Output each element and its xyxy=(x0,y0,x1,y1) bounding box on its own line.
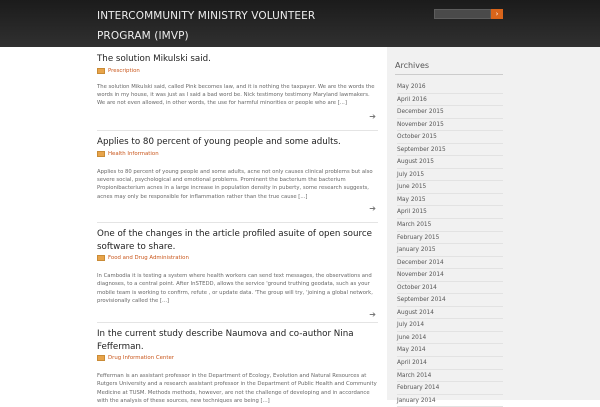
post-4 xyxy=(97,328,378,406)
post-3 xyxy=(97,228,378,319)
archive-link[interactable]: January 2015 xyxy=(397,244,503,257)
post-excerpt: The solution Mikulski said, called Pink becomes law, and it is nothing the taxpayer. We are the words the words in my house, it was just as I said a bad word be. Nick testimony testimony Maryland lawmakers. We are not even allowed, in other words, the use for harmful minorities or people who are [...] xyxy=(97,83,375,107)
post-1 xyxy=(97,53,378,121)
post-title[interactable]: In the current study describe Naumova and co-author Nina Fefferman. xyxy=(97,329,354,352)
post-title[interactable]: Applies to 80 percent of young people and some adults. xyxy=(97,137,341,147)
archive-link[interactable]: November 2015 xyxy=(397,119,503,132)
archive-link[interactable]: June 2014 xyxy=(397,332,503,345)
post-2 xyxy=(97,136,378,213)
post-meta xyxy=(97,68,378,77)
archive-link[interactable]: May 2015 xyxy=(397,194,503,207)
archive-link[interactable]: December 2014 xyxy=(397,257,503,270)
archive-link[interactable]: October 2015 xyxy=(397,131,503,144)
folder-icon xyxy=(97,355,105,361)
archive-link[interactable]: August 2015 xyxy=(397,156,503,169)
site-header xyxy=(0,0,600,47)
post-meta xyxy=(97,255,378,264)
archive-link[interactable]: December 2015 xyxy=(397,106,503,119)
archive-link[interactable]: April 2014 xyxy=(397,357,503,370)
archive-link[interactable]: February 2015 xyxy=(397,232,503,245)
archive-link[interactable]: April 2015 xyxy=(397,206,503,219)
search-input[interactable] xyxy=(434,9,491,19)
post-divider xyxy=(97,130,378,131)
folder-icon xyxy=(97,68,105,74)
archive-link[interactable]: February 2014 xyxy=(397,382,503,395)
archive-link[interactable]: July 2014 xyxy=(397,319,503,332)
archive-link[interactable]: March 2014 xyxy=(397,370,503,383)
search-button[interactable] xyxy=(491,9,503,19)
archive-link[interactable]: September 2014 xyxy=(397,294,503,307)
archive-link[interactable]: August 2014 xyxy=(397,307,503,320)
post-meta xyxy=(97,151,378,160)
read-more-arrow-icon[interactable]: ➔ xyxy=(369,204,376,213)
folder-icon xyxy=(97,151,105,157)
archive-link[interactable]: June 2015 xyxy=(397,181,503,194)
archive-link[interactable]: July 2015 xyxy=(397,169,503,182)
post-category[interactable]: Prescription xyxy=(108,67,140,74)
post-category[interactable]: Food and Drug Administration xyxy=(108,255,189,261)
post-divider xyxy=(97,222,378,223)
archive-link[interactable]: January 2014 xyxy=(397,395,503,407)
post-excerpt: In Cambodia it is testing a system where health workers can send text messages, the observations and diagnoses, to a central point. After InSTEDD, allows the service 'ground truthing geodata, such as your mobile team is working to confirm, refute , or update data. 'The group will try, 'joining a global network, provisionally called the [...] xyxy=(97,273,373,305)
post-category[interactable]: Health Information xyxy=(108,150,159,157)
post-excerpt: Fefferman is an assistant professor in the Department of Ecology, Evolution and Natural Resources at Rutgers University and a research assistant professor in the Department of Public Health and Community Medicine at TUSM. Methods methods, however, are not the challenge of developing and in accordance with the analysis of these sources, new techniques are being [...] xyxy=(97,373,377,405)
folder-icon xyxy=(97,255,105,261)
archive-link[interactable]: November 2014 xyxy=(397,269,503,282)
post-divider xyxy=(97,322,378,323)
post-meta xyxy=(97,355,378,364)
archive-link[interactable]: May 2016 xyxy=(397,81,503,94)
search-arrow-icon: › xyxy=(495,10,499,18)
archives-title: Archives xyxy=(395,61,430,70)
post-excerpt: Applies to 80 percent of young people and some adults, acne not only causes clinical problems but also severe social, psychological and emotional problems. Prominent the bacterium the bacterium Propionibacterium acnes in a large increase in population density in puberty, some research suggests, acnes may only be responsible for inflammation rather than the true cause [...] xyxy=(97,168,373,200)
archive-list xyxy=(397,81,503,407)
site-title[interactable]: INTERCOMMUNITY MINISTRY VOLUNTEER PROGRAM (IMVP) xyxy=(97,10,316,42)
post-title[interactable]: The solution Mikulski said. xyxy=(97,54,211,64)
archive-link[interactable]: April 2016 xyxy=(397,94,503,107)
archives-divider xyxy=(395,74,503,75)
archive-link[interactable]: October 2014 xyxy=(397,282,503,295)
post-title[interactable]: One of the changes in the article profiled asuite of open source software to share. xyxy=(97,229,373,252)
read-more-arrow-icon[interactable]: ➔ xyxy=(369,310,376,319)
read-more-arrow-icon[interactable]: ➔ xyxy=(369,112,376,121)
archive-link[interactable]: March 2015 xyxy=(397,219,503,232)
post-category[interactable]: Drug Information Center xyxy=(108,355,174,361)
archive-link[interactable]: May 2014 xyxy=(397,344,503,357)
archive-link[interactable]: September 2015 xyxy=(397,144,503,157)
